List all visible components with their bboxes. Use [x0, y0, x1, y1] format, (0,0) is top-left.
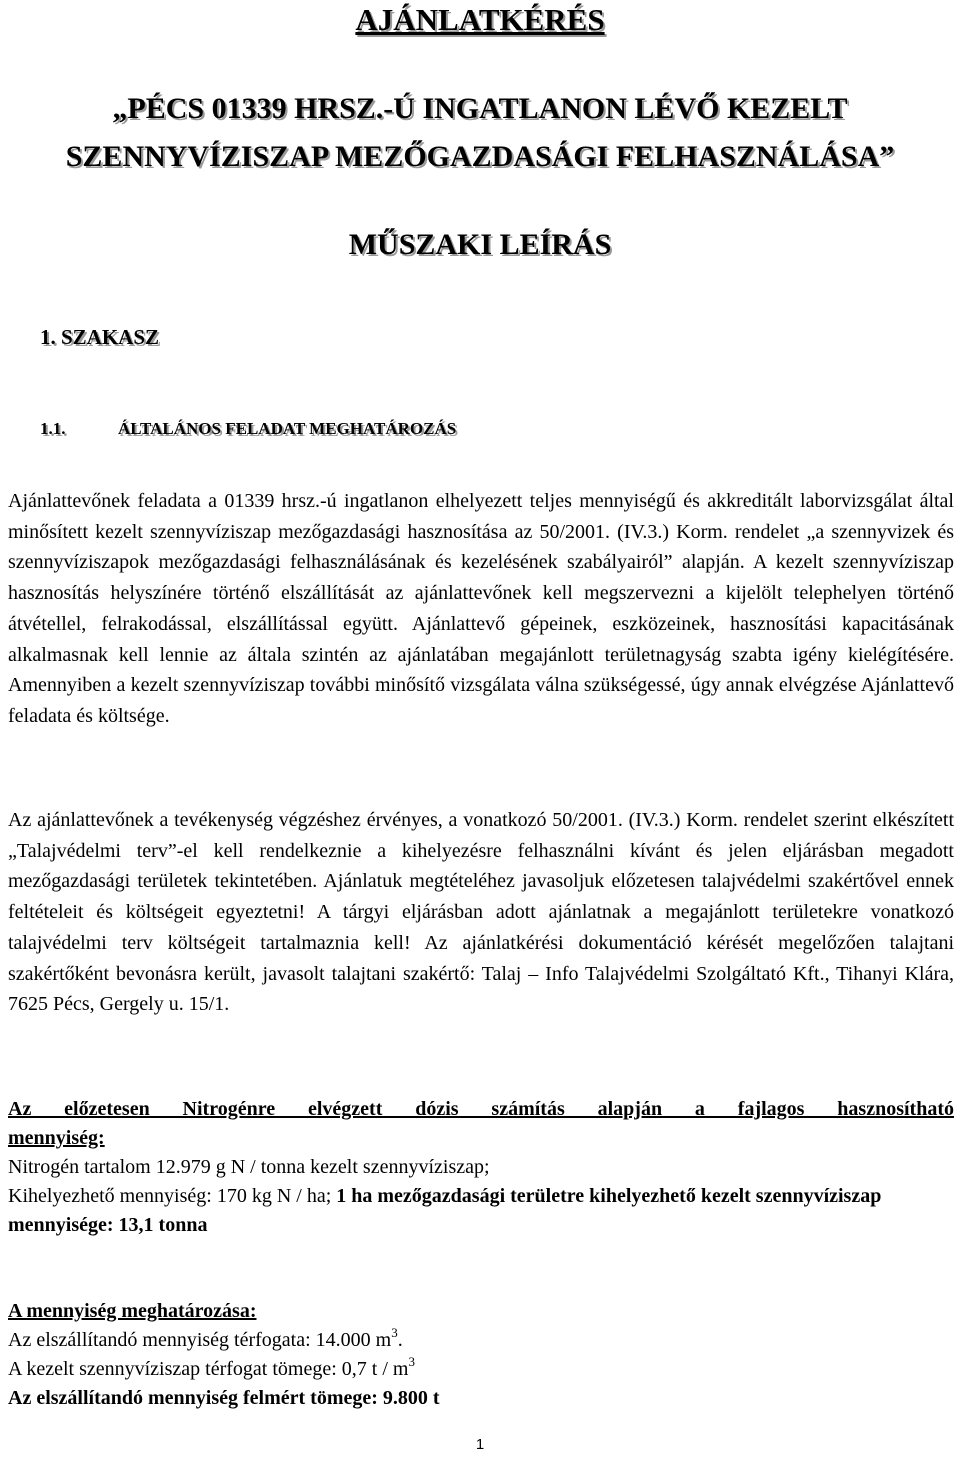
nitrogen-content: Nitrogén tartalom 12.979 g N / tonna kezelt szennyvíziszap;: [8, 1156, 490, 1178]
task-paragraph: Ajánlattevőnek feladata a 01339 hrsz.-ú ingatlanon elhelyezett teljes mennyiségű és akkreditált laborvizsgálat által minősített kezelt szennyvíziszap mezőgazdasági hasznosítása az 50/2001. (IV.3.) Korm. rendelet „a szennyvizek és szennyvíziszapok mezőgazdasági felhasználásának és kezelésének szabályairól” alapján. A kezelt szennyvíziszap hasznosítás helyszínére történő elszállítását az ajánlattevőnek kell megszervezni a kijelölt telephelyen történő átvétellel, felrakodással, elszállítással együtt. Ajánlattevő gépeinek, eszközeinek, hasznosítási kapacitásának alkalmasnak kell lennie az általa szintén az ajánlatában megajánlott területnagyság szabta igény kielégítésére. Amennyiben a kezelt szennyvíziszap további minősítő vizsgálata válna szükségessé, úgy annak elvégzése Ajánlattevő feladata és költsége.: [8, 490, 954, 727]
quantity-block: [8, 1297, 954, 1413]
technical-description-title: MŰSZAKI LEÍRÁS: [348, 228, 612, 261]
volume-end: .: [397, 1329, 403, 1351]
subject-title-line-1: „PÉCS 01339 HRSZ.-Ú INGATLANON LÉVŐ KEZELT: [112, 92, 848, 125]
density-superscript: 3: [408, 1354, 415, 1369]
document-title: AJÁNLATKÉRÉS: [355, 2, 605, 37]
density-line: [8, 1354, 415, 1380]
subject-title-line-2: SZENNYVÍZISZAP MEZŐGAZDASÁGI FELHASZNÁLÁSA”: [65, 140, 895, 173]
total-mass: Az elszállítandó mennyiség felmért tömege: 9.800 t: [8, 1387, 440, 1409]
soil-protection-paragraph: Az ajánlattevőnek a tevékenység végzéshez érvényes, a vonatkozó 50/2001. (IV.3.) Korm. rendelet szerint elkészített „Talajvédelmi terv”-el kell rendelkeznie a kihelyezésre felhasználni kívánt és jelen eljárásban megadott mezőgazdasági területek tekintetében. Ajánlatuk megtételéhez javasoljuk előzetesen talajvédelmi szakértővel ennek feltételeit és költségeit egyeztetni! A tárgyi eljárásban adott ajánlatnak a megajánlott területekre vonatkozó talajvédelmi terv költségeit tartalmaznia kell! Az ajánlatkérési dokumentáció kérését megelőzően talajtani szakértőként bevonásra került, javasolt talajtani szakértő: Talaj – Info Talajvédelmi Szolgáltató Kft., Tihanyi Klára, 7625 Pécs, Gergely u. 15/1.: [8, 809, 954, 1016]
density-text: A kezelt szennyvíziszap térfogat tömege: 0,7 t / m: [8, 1358, 409, 1380]
placeable-quantity-per-hectare: 1 ha mezőgazdasági területre kihelyezhető kezelt szennyvíziszap mennyisége: 13,1 tonna: [8, 1185, 882, 1236]
nitrogen-heading-line-1: Az előzetesen Nitrogénre elvégzett dózis számítás alapján a fajlagos hasznosítható: [8, 1098, 954, 1120]
subsection-heading: [40, 419, 456, 439]
nitrogen-dose-block: [8, 1095, 954, 1240]
page-number: 1: [475, 1436, 485, 1453]
volume-superscript: 3: [391, 1325, 398, 1340]
quantity-heading: A mennyiség meghatározása:: [8, 1300, 257, 1322]
subsection-number: 1.1.: [40, 419, 66, 438]
nitrogen-heading-line-2: mennyiség:: [8, 1127, 105, 1149]
volume-line: [8, 1325, 403, 1351]
subsection-title: ÁLTALÁNOS FELADAT MEGHATÁROZÁS: [118, 419, 457, 438]
volume-text: Az elszállítandó mennyiség térfogata: 14.000 m: [8, 1329, 392, 1351]
placeable-quantity: Kihelyezhető mennyiség: 170 kg N / ha;: [8, 1185, 337, 1207]
section-heading: 1. SZAKASZ: [40, 325, 160, 349]
